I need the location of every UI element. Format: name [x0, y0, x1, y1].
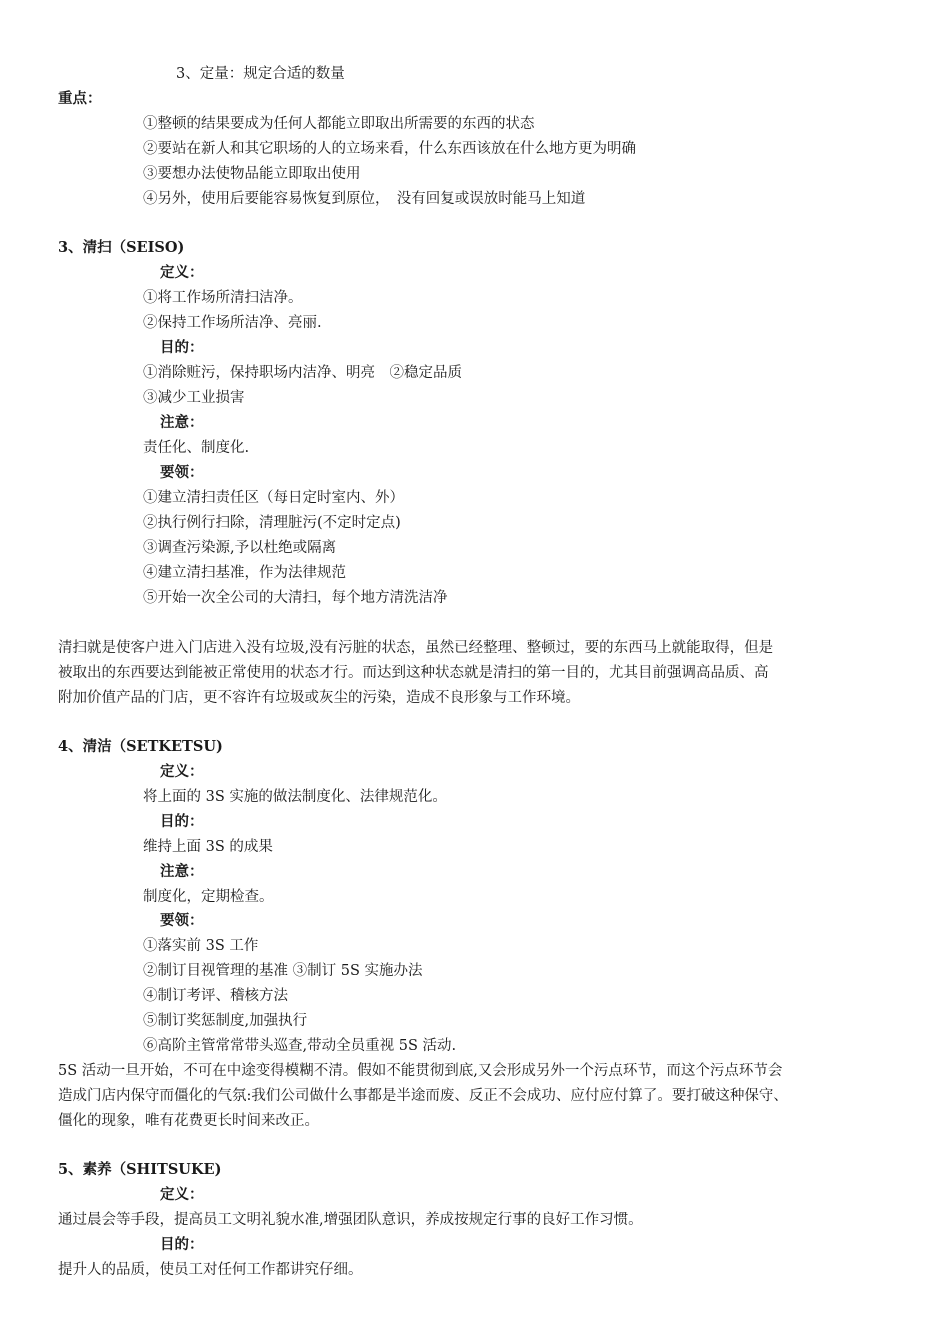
- seiso-paragraph-line-3: 附加价值产品的门店，更不容许有垃圾或灰尘的污染，造成不良形象与工作环境。: [58, 690, 580, 706]
- seiso-purpose-2: ③减少工业损害: [143, 390, 245, 406]
- key-point-3: ③要想办法使物品能立即取出使用: [143, 166, 361, 182]
- key-point-1: ①整顿的结果要成为任何人都能立即取出所需要的东西的状态: [143, 116, 535, 132]
- seiketsu-paragraph-line-1: 5S 活动一旦开始，不可在中途变得模糊不清。假如不能贯彻到底,又会形成另外一个污点环节，而这个污点环节会: [58, 1063, 783, 1079]
- seiso-paragraph-line-2: 被取出的东西要达到能被正常使用的状态才行。而达到这种状态就是清扫的第一目的，尤其目前强调高品质、高: [58, 665, 769, 681]
- seiso-key-5: ⑤开始一次全公司的大清扫，每个地方清洗洁净: [143, 590, 448, 606]
- seiso-note: 责任化、制度化.: [143, 440, 250, 456]
- seiketsu-note: 制度化，定期检查。: [143, 889, 274, 905]
- key-points-label: 重点：: [58, 90, 102, 107]
- seiton-item-3: 3、定量：规定合适的数量: [176, 66, 345, 82]
- section-heading-seiso: 3、清扫（SEISO): [58, 239, 185, 256]
- seiketsu-paragraph-line-2: 造成门店内保守而僵化的气氛:我们公司做什么事都是半途而废、反正不会成功、应付应付算了。要打破这种保守、: [58, 1088, 788, 1104]
- seiso-definition-label: 定义：: [160, 264, 204, 281]
- seiketsu-key-1: ①落实前 3S 工作: [143, 938, 259, 954]
- seiketsu-key-3: ④制订考评、稽核方法: [143, 988, 288, 1004]
- shitsuke-definition: 通过晨会等手段，提高员工文明礼貌水准,增强团队意识，养成按规定行事的良好工作习惯。: [58, 1212, 643, 1228]
- seiketsu-note-label: 注意：: [160, 863, 204, 880]
- seiketsu-definition: 将上面的 3S 实施的做法制度化、法律规范化。: [143, 789, 447, 805]
- seiketsu-definition-label: 定义：: [160, 763, 204, 780]
- seiso-purpose-1: ①消除赃污，保持职场内洁净、明亮 ②稳定品质: [143, 365, 462, 381]
- seiso-definition-2: ②保持工作场所洁净、亮丽.: [143, 315, 322, 331]
- shitsuke-definition-label: 定义：: [160, 1186, 204, 1203]
- seiketsu-key-5: ⑥高阶主管常常带头巡查,带动全员重视 5S 活动.: [143, 1038, 457, 1054]
- seiketsu-purpose-label: 目的：: [160, 813, 204, 830]
- shitsuke-purpose-label: 目的：: [160, 1236, 204, 1253]
- shitsuke-purpose: 提升人的品质，使员工对任何工作都讲究仔细。: [58, 1262, 363, 1278]
- seiketsu-purpose: 维持上面 3S 的成果: [143, 839, 273, 855]
- key-point-2: ②要站在新人和其它职场的人的立场来看，什么东西该放在什么地方更为明确: [143, 141, 636, 157]
- seiso-note-label: 注意：: [160, 414, 204, 431]
- seiso-key-4: ④建立清扫基准，作为法律规范: [143, 565, 346, 581]
- seiso-key-1: ①建立清扫责任区（每日定时室内、外）: [143, 490, 404, 506]
- seiso-definition-1: ①将工作场所清扫洁净。: [143, 290, 303, 306]
- section-heading-seiketsu: 4、清洁（SETKETSU): [58, 738, 223, 755]
- seiso-key-2: ②执行例行扫除，清理脏污(不定时定点): [143, 515, 401, 531]
- seiso-key-label: 要领：: [160, 464, 204, 481]
- seiso-purpose-label: 目的：: [160, 339, 204, 356]
- seiketsu-key-4: ⑤制订奖惩制度,加强执行: [143, 1013, 308, 1029]
- seiketsu-key-label: 要领：: [160, 912, 204, 929]
- section-heading-shitsuke: 5、素养（SHITSUKE): [58, 1161, 222, 1178]
- seiso-paragraph-line-1: 清扫就是使客户进入门店进入没有垃圾,没有污脏的状态，虽然已经整理、整顿过，要的东西马上就能取得，但是: [58, 640, 774, 656]
- seiso-key-3: ③调查污染源,予以杜绝或隔离: [143, 540, 337, 556]
- seiketsu-paragraph-line-3: 僵化的现象，唯有花费更长时间来改正。: [58, 1113, 319, 1129]
- key-point-4: ④另外，使用后要能容易恢复到原位， 没有回复或误放时能马上知道: [143, 191, 586, 207]
- seiketsu-key-2: ②制订目视管理的基准 ③制订 5S 实施办法: [143, 963, 423, 979]
